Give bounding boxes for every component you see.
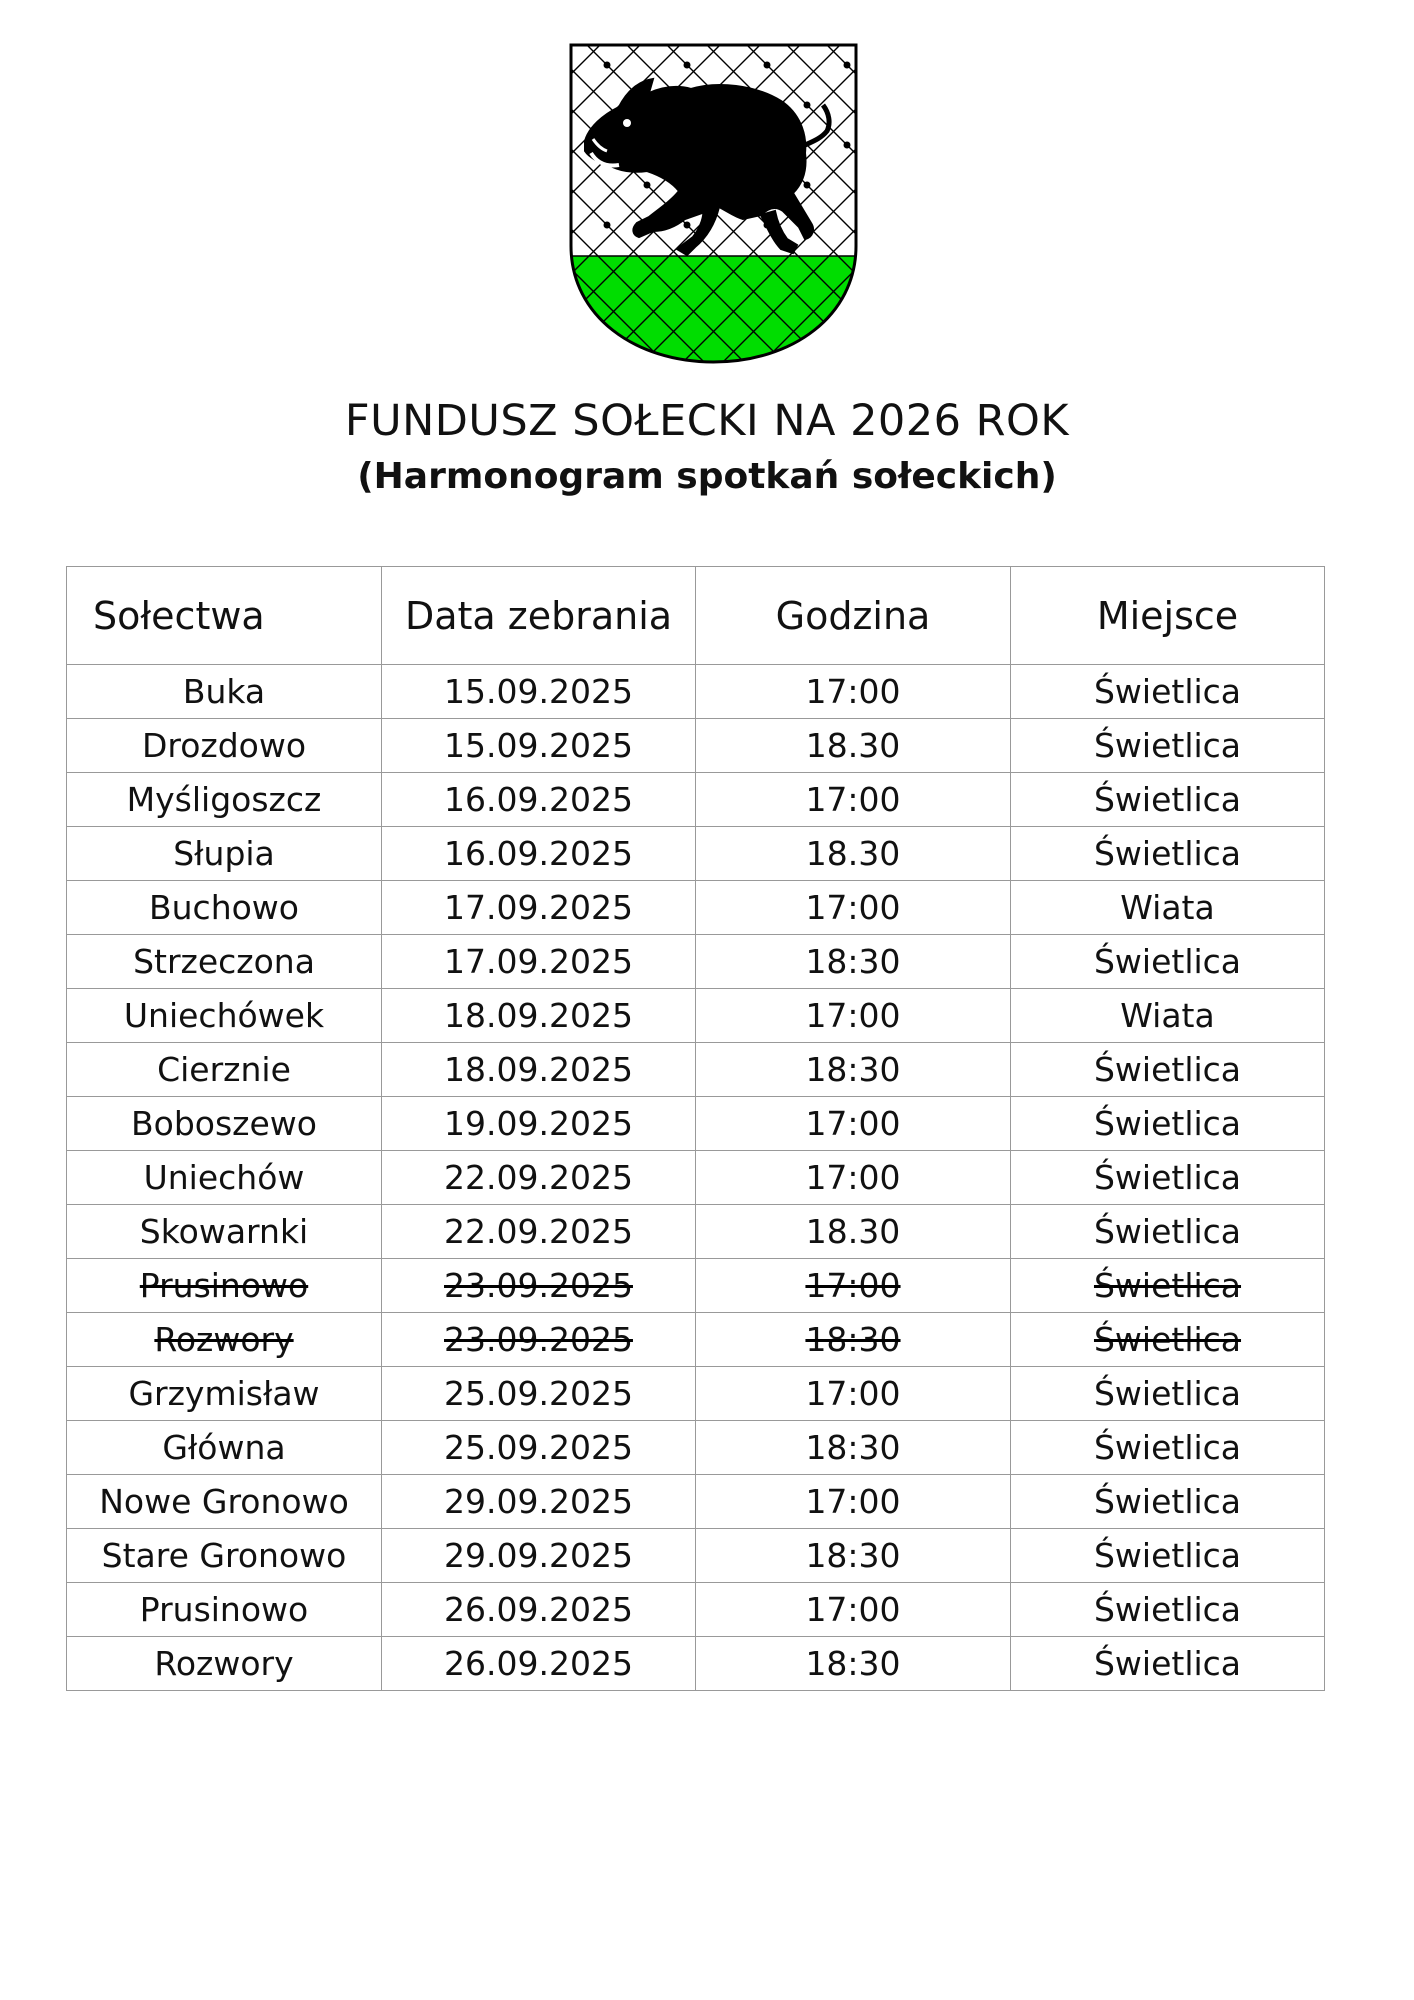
table-row — [67, 989, 1325, 1043]
boar-coat-of-arms-icon — [567, 41, 860, 366]
cell-date: 16.09.2025 — [382, 827, 696, 881]
cell-village: Grzymisław — [67, 1367, 382, 1421]
cell-village: Cierznie — [67, 1043, 382, 1097]
cell-time: 18:30 — [696, 1421, 1011, 1475]
cell-time: 17:00 — [696, 773, 1011, 827]
table-row — [67, 719, 1325, 773]
cell-time: 18.30 — [696, 827, 1011, 881]
cell-place: Świetlica — [1011, 1583, 1325, 1637]
cell-time: 17:00 — [696, 1151, 1011, 1205]
cell-place: Świetlica — [1011, 1475, 1325, 1529]
cell-date: 22.09.2025 — [382, 1205, 696, 1259]
cell-place: Świetlica — [1011, 935, 1325, 989]
cell-village: Stare Gronowo — [67, 1529, 382, 1583]
cell-time: 18:30 — [696, 1637, 1011, 1691]
table-row — [67, 1205, 1325, 1259]
cell-village: Słupia — [67, 827, 382, 881]
cell-date: 25.09.2025 — [382, 1421, 696, 1475]
cell-village: Rozwory — [67, 1637, 382, 1691]
cell-village: Drozdowo — [67, 719, 382, 773]
cell-place: Świetlica — [1011, 665, 1325, 719]
schedule-table — [66, 566, 1325, 1691]
cell-place: Świetlica — [1011, 773, 1325, 827]
cell-date: 29.09.2025 — [382, 1475, 696, 1529]
table-row — [67, 1151, 1325, 1205]
cell-time: 17:00 — [696, 665, 1011, 719]
cell-village: Nowe Gronowo — [67, 1475, 382, 1529]
cell-time: 17:00 — [696, 1097, 1011, 1151]
table-row — [67, 1529, 1325, 1583]
cell-time: 18:30 — [696, 1529, 1011, 1583]
cell-village: Prusinowo — [67, 1583, 382, 1637]
table-row — [67, 665, 1325, 719]
cell-place: Świetlica — [1011, 1259, 1325, 1313]
table-header-row — [67, 567, 1325, 665]
cell-place: Świetlica — [1011, 1529, 1325, 1583]
cell-place: Świetlica — [1011, 1313, 1325, 1367]
table-row-cancelled — [67, 1313, 1325, 1367]
cell-date: 18.09.2025 — [382, 1043, 696, 1097]
shield-green-field — [567, 256, 860, 366]
cell-village: Uniechów — [67, 1151, 382, 1205]
cell-date: 23.09.2025 — [382, 1313, 696, 1367]
cell-place: Świetlica — [1011, 1151, 1325, 1205]
cell-village: Uniechówek — [67, 989, 382, 1043]
cell-date: 17.09.2025 — [382, 881, 696, 935]
cell-village: Myśligoszcz — [67, 773, 382, 827]
cell-time: 18:30 — [696, 1313, 1011, 1367]
cell-place: Świetlica — [1011, 1043, 1325, 1097]
cell-date: 25.09.2025 — [382, 1367, 696, 1421]
cell-time: 17:00 — [696, 1259, 1011, 1313]
cell-time: 18.30 — [696, 719, 1011, 773]
cell-place: Świetlica — [1011, 1367, 1325, 1421]
cell-place: Świetlica — [1011, 827, 1325, 881]
header-time: Godzina — [696, 567, 1011, 665]
cell-village: Buchowo — [67, 881, 382, 935]
cell-date: 15.09.2025 — [382, 719, 696, 773]
table-row — [67, 881, 1325, 935]
table-row — [67, 1367, 1325, 1421]
schedule-body — [67, 665, 1325, 1691]
header-villages: Sołectwa — [67, 567, 382, 665]
cell-time: 17:00 — [696, 1475, 1011, 1529]
cell-time: 18:30 — [696, 1043, 1011, 1097]
cell-place: Wiata — [1011, 881, 1325, 935]
cell-place: Wiata — [1011, 989, 1325, 1043]
cell-time: 17:00 — [696, 881, 1011, 935]
cell-date: 18.09.2025 — [382, 989, 696, 1043]
cell-date: 23.09.2025 — [382, 1259, 696, 1313]
table-row — [67, 1583, 1325, 1637]
cell-place: Świetlica — [1011, 1205, 1325, 1259]
table-row-cancelled — [67, 1259, 1325, 1313]
cell-place: Świetlica — [1011, 1097, 1325, 1151]
table-row — [67, 1475, 1325, 1529]
table-row — [67, 935, 1325, 989]
cell-date: 29.09.2025 — [382, 1529, 696, 1583]
cell-time: 17:00 — [696, 989, 1011, 1043]
cell-time: 18.30 — [696, 1205, 1011, 1259]
cell-village: Główna — [67, 1421, 382, 1475]
page-title: FUNDUSZ SOŁECKI NA 2026 ROK — [344, 396, 1070, 446]
cell-village: Rozwory — [67, 1313, 382, 1367]
cell-date: 22.09.2025 — [382, 1151, 696, 1205]
cell-place: Świetlica — [1011, 719, 1325, 773]
cell-date: 16.09.2025 — [382, 773, 696, 827]
cell-time: 17:00 — [696, 1367, 1011, 1421]
table-row — [67, 827, 1325, 881]
cell-date: 26.09.2025 — [382, 1637, 696, 1691]
cell-date: 26.09.2025 — [382, 1583, 696, 1637]
header-place: Miejsce — [1011, 567, 1325, 665]
cell-date: 17.09.2025 — [382, 935, 696, 989]
table-row — [67, 1637, 1325, 1691]
table-row — [67, 1421, 1325, 1475]
page-subtitle: (Harmonogram spotkań sołeckich) — [357, 456, 1057, 497]
table-row — [67, 1043, 1325, 1097]
cell-time: 17:00 — [696, 1583, 1011, 1637]
table-row — [67, 773, 1325, 827]
cell-date: 19.09.2025 — [382, 1097, 696, 1151]
cell-village: Prusinowo — [67, 1259, 382, 1313]
cell-date: 15.09.2025 — [382, 665, 696, 719]
cell-village: Strzeczona — [67, 935, 382, 989]
cell-place: Świetlica — [1011, 1637, 1325, 1691]
cell-village: Buka — [67, 665, 382, 719]
header-date: Data zebrania — [382, 567, 696, 665]
table-row — [67, 1097, 1325, 1151]
cell-village: Boboszewo — [67, 1097, 382, 1151]
cell-place: Świetlica — [1011, 1421, 1325, 1475]
cell-time: 18:30 — [696, 935, 1011, 989]
cell-village: Skowarnki — [67, 1205, 382, 1259]
